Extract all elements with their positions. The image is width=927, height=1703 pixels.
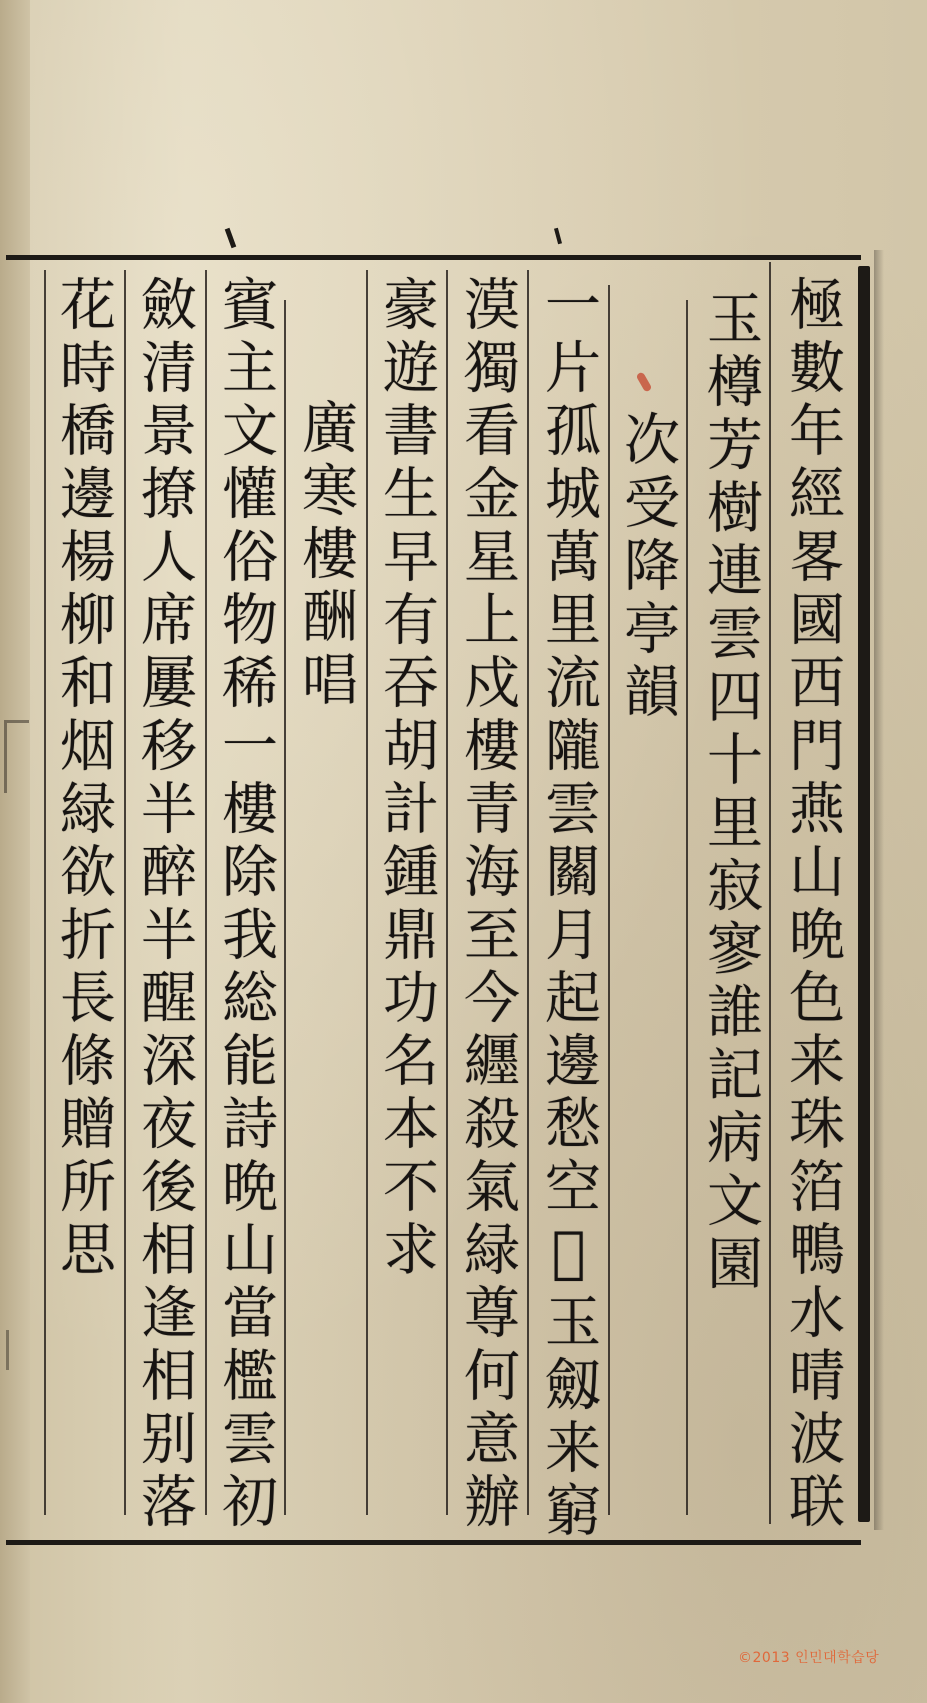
column-rule [608, 285, 610, 1515]
column-rule [446, 270, 448, 1515]
column-rule [124, 270, 126, 1515]
text-column-5: 漠獨看金星上戍樓青海至今纒殺氣緑尊何意辦 [455, 275, 520, 1535]
text-column-10: 花時橋邊楊柳和烟緑欲折長條贈所思 [51, 275, 116, 1283]
column-rule [44, 270, 46, 1515]
heading-column: 次受降亭韻 [615, 410, 680, 725]
column-rule [366, 270, 368, 1515]
heading-column: 廣寒樓酬唱 [293, 398, 358, 713]
text-column-1: 極數年經畧國西門燕山晩色来珠箔鴨水晴波联 [780, 275, 845, 1535]
text-column-2: 玉樽芳樹連雲四十里寂寥誰記病文園 [698, 289, 763, 1297]
text-column-9: 斂清景撩人席屢移半醉半醒深夜後相逢相别落 [132, 275, 197, 1535]
text-column-6: 豪遊書生早有吞胡計鍾鼎功名本不求 [374, 275, 439, 1283]
ink-speck [225, 228, 237, 249]
column-rule [205, 270, 207, 1515]
column-rule [284, 300, 286, 1515]
ink-speck [554, 228, 562, 244]
frame-shadow [874, 250, 884, 1530]
column-rule [686, 300, 688, 1515]
text-column-8: 賓主文懽俗物稀一樓除我総能詩晩山當檻雲初 [213, 275, 278, 1535]
text-column-4: 一片孤城萬里流隴雲關月起邊愁空𨦟玉劔来窮 [536, 275, 601, 1544]
column-rule [769, 262, 771, 1524]
column-rule [527, 270, 529, 1515]
frame-right-border [858, 266, 870, 1522]
copyright-watermark: ©2013 인민대학습당 [738, 1650, 880, 1666]
